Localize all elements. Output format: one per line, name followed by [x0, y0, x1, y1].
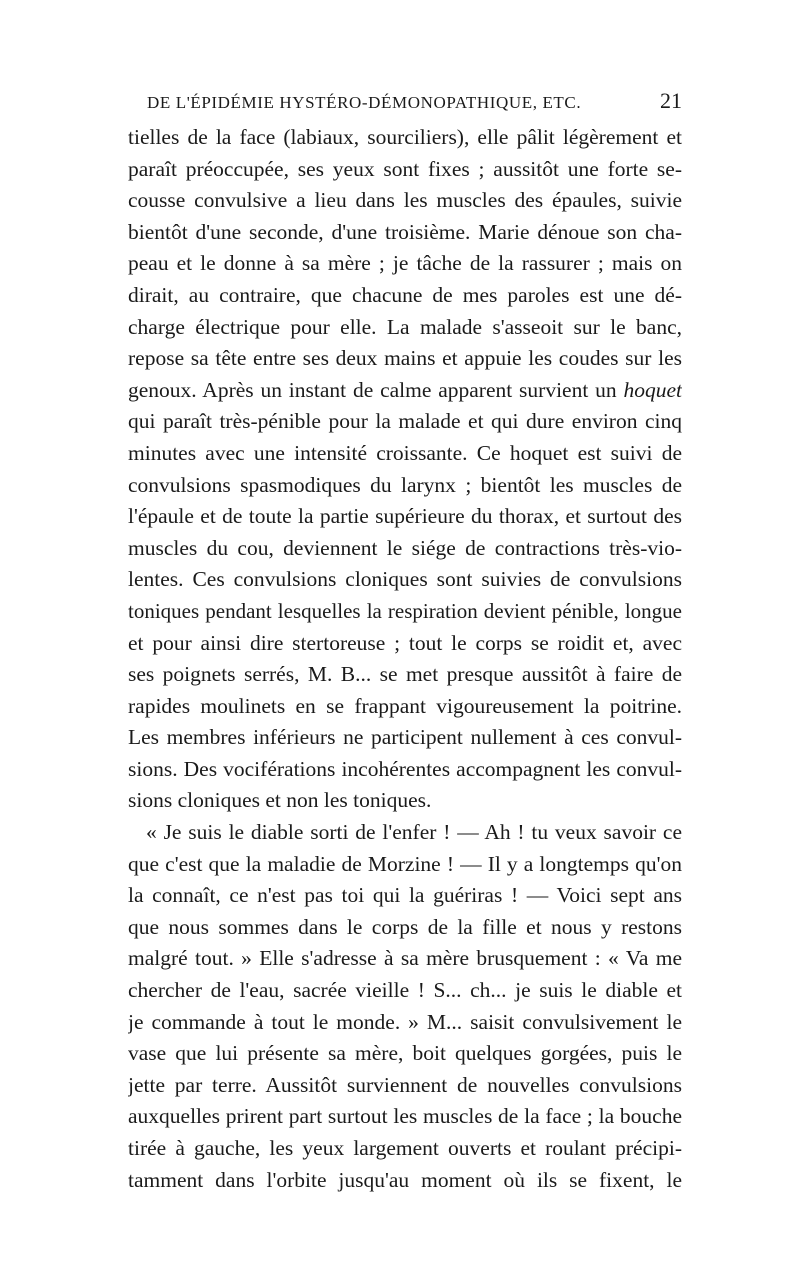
text-line: chercher de l'eau, sacrée vieille ! S... ch... je suis le diable et — [128, 978, 682, 1003]
text-line: je commande à tout le monde. » M... saisit convulsivement le — [128, 1009, 682, 1034]
text-line: vase que lui présente sa mère, boit quelques gorgées, puis le — [128, 1041, 682, 1066]
text-line: tielles de la face (labiaux, sourciliers), elle pâlit légèrement et — [128, 125, 682, 149]
text-line: l'épaule et de toute la partie supérieure du thorax, et surtout des — [128, 504, 682, 529]
text-line: muscles du cou, deviennent le siége de contractions très-vio- — [128, 535, 682, 560]
text-line: peau et le donne à sa mère ; je tâche de la rassurer ; mais on — [128, 251, 682, 276]
text-line: genoux. Après un instant de calme apparent survient un hoquet — [128, 377, 682, 402]
text-line: sions cloniques et non les toniques. — [128, 788, 432, 813]
text-line: toniques pendant lesquelles la respiration devient pénible, longue — [128, 598, 682, 623]
book-page — [128, 88, 682, 1196]
running-head — [128, 88, 682, 120]
text-line: paraît préoccupée, ses yeux sont fixes ; aussitôt une forte se- — [128, 156, 682, 181]
text-line: rapides moulinets en se frappant vigoureusement la poitrine. — [128, 693, 682, 718]
text-line: jette par terre. Aussitôt surviennent de nouvelles convulsions — [128, 1072, 682, 1097]
text-line: repose sa tête entre ses deux mains et appuie les coudes sur les — [128, 346, 682, 371]
text-line: lentes. Ces convulsions cloniques sont suivies de convulsions — [128, 567, 682, 592]
text-line: bientôt d'une seconde, d'une troisième. Marie dénoue son cha- — [128, 219, 682, 244]
text-line: « Je suis le diable sorti de l'enfer ! — Ah ! tu veux savoir ce — [146, 820, 682, 845]
body-text — [128, 122, 682, 1196]
text-line: tirée à gauche, les yeux largement ouverts et roulant précipi- — [128, 1136, 682, 1160]
text-line: sions. Des vociférations incohérentes accompagnent les convul- — [128, 756, 682, 781]
text-line: convulsions spasmodiques du larynx ; bientôt les muscles de — [128, 472, 682, 497]
text-line: qui paraît très-pénible pour la malade et qui dure environ cinq — [128, 409, 682, 434]
text-line: tamment dans l'orbite jusqu'au moment où ils se fixent, le — [128, 1167, 682, 1192]
text-line: cousse convulsive a lieu dans les muscles des épaules, suivie — [128, 188, 682, 213]
text-line: dirait, au contraire, que chacune de mes paroles est une dé- — [128, 282, 682, 307]
text-line: Les membres inférieurs ne participent nullement à ces convul- — [128, 725, 682, 750]
text-line: et pour ainsi dire stertoreuse ; tout le corps se roidit et, avec — [128, 630, 682, 655]
text-line: ses poignets serrés, M. B... se met presque aussitôt à faire de — [128, 662, 682, 687]
text-line: malgré tout. » Elle s'adresse à sa mère brusquement : « Va me — [128, 946, 682, 971]
running-title: DE L'ÉPIDÉMIE HYSTÉRO-DÉMONOPATHIQUE, ETC. — [147, 93, 582, 112]
text-line: minutes avec une intensité croissante. Ce hoquet est suivi de — [128, 440, 682, 465]
text-line: la connaît, ce n'est pas toi qui la guériras ! — Voici sept ans — [128, 883, 682, 908]
page-number: 21 — [660, 88, 682, 113]
text-line: auxquelles prirent part surtout les muscles de la face ; la bouche — [128, 1104, 682, 1129]
text-line: charge électrique pour elle. La malade s'asseoit sur le banc, — [128, 314, 682, 339]
text-line: que nous sommes dans le corps de la fille et nous y restons — [128, 914, 682, 939]
text-line: que c'est que la maladie de Morzine ! — Il y a longtemps qu'on — [128, 851, 682, 876]
